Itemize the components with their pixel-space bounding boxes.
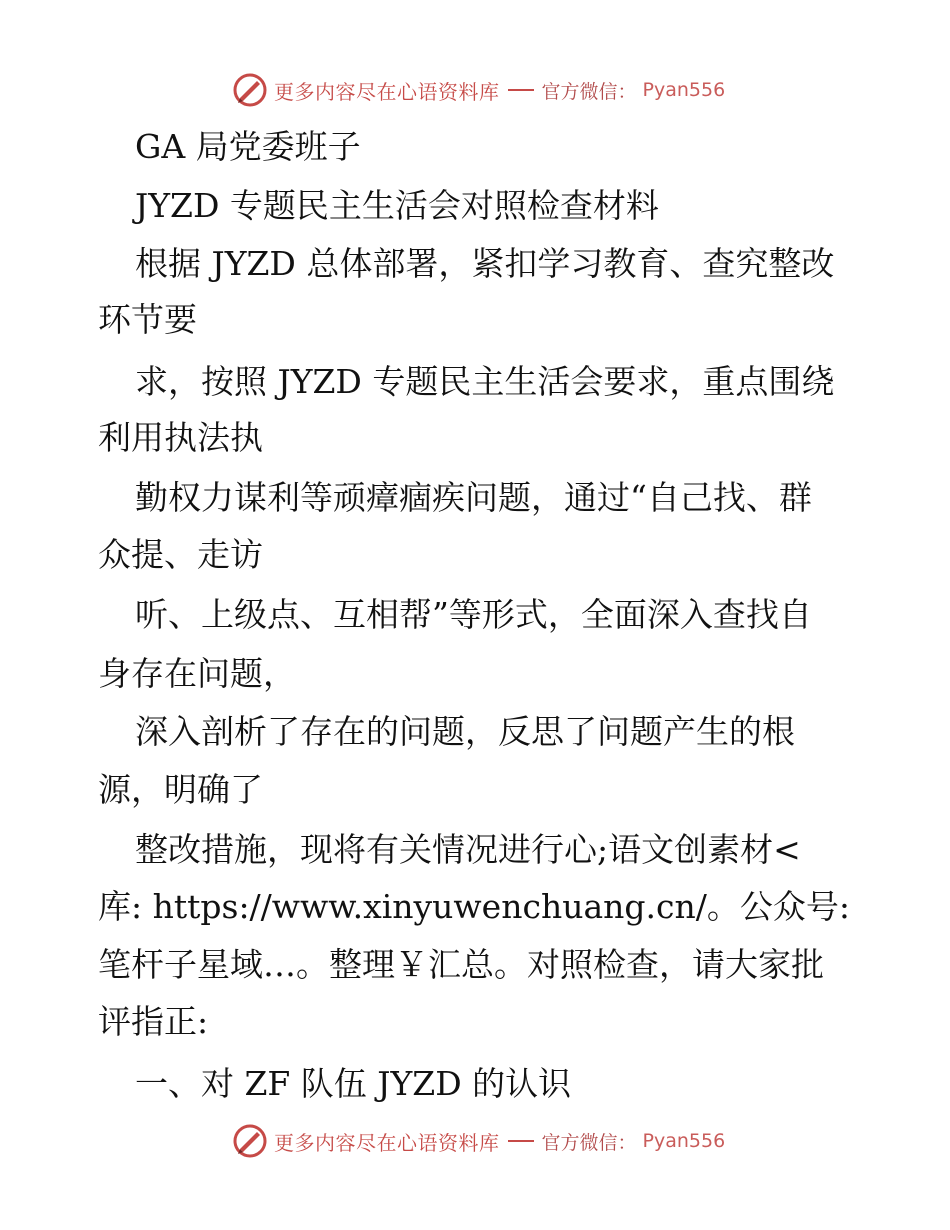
doc-line-3: 根据 JYZD 总体部署，紧扣学习教育、查究整改 [135,244,835,283]
doc-line-16: 评指正: [98,1002,209,1041]
doc-line-11: 深入剖析了存在的问题，反思了问题产生的根 [135,712,795,751]
doc-line-8: 众提、走访 [98,535,263,574]
doc-line-14: 库: https://www.xinyuwenchuang.cn/。公众号: [98,887,850,926]
footer-official-label: 官方微信： [541,1131,637,1154]
pen-logo-icon [232,72,268,108]
header-brand-text: 更多内容尽在心语资料库 [274,79,500,104]
header-watermark [232,70,725,110]
doc-line-7: 勤权力谋利等顽瘴痼疾问题，通过“自己找、群 [135,478,812,517]
doc-line-1: GA 局党委班子 [135,127,361,166]
doc-line-17: 一、对 ZF 队伍 JYZD 的认识 [135,1064,572,1103]
doc-line-5: 求，按照 JYZD 专题民主生活会要求，重点围绕 [135,362,835,401]
header-separator [508,89,534,91]
pen-logo-icon [232,1123,268,1159]
doc-line-12: 源，明确了 [98,770,263,809]
footer-wechat-id: Pyan556 [642,1130,726,1152]
doc-line-13: 整改措施，现将有关情况进行心;语文创素材< [135,830,801,869]
doc-line-4: 环节要 [98,300,197,339]
doc-line-10: 身存在问题， [98,654,296,693]
header-official-label: 官方微信： [541,80,637,103]
doc-line-2: JYZD 专题民主生活会对照检查材料 [135,186,659,225]
header-wechat-id: Pyan556 [642,79,726,101]
footer-separator [508,1140,534,1142]
doc-line-9: 听、上级点、互相帮”等形式，全面深入查找自 [135,595,812,634]
doc-line-6: 利用执法执 [98,418,263,457]
footer-watermark [232,1121,725,1161]
doc-line-15: 笔杆子星域…。整理￥汇总。对照检查，请大家批 [98,945,824,984]
footer-brand-text: 更多内容尽在心语资料库 [274,1130,500,1155]
